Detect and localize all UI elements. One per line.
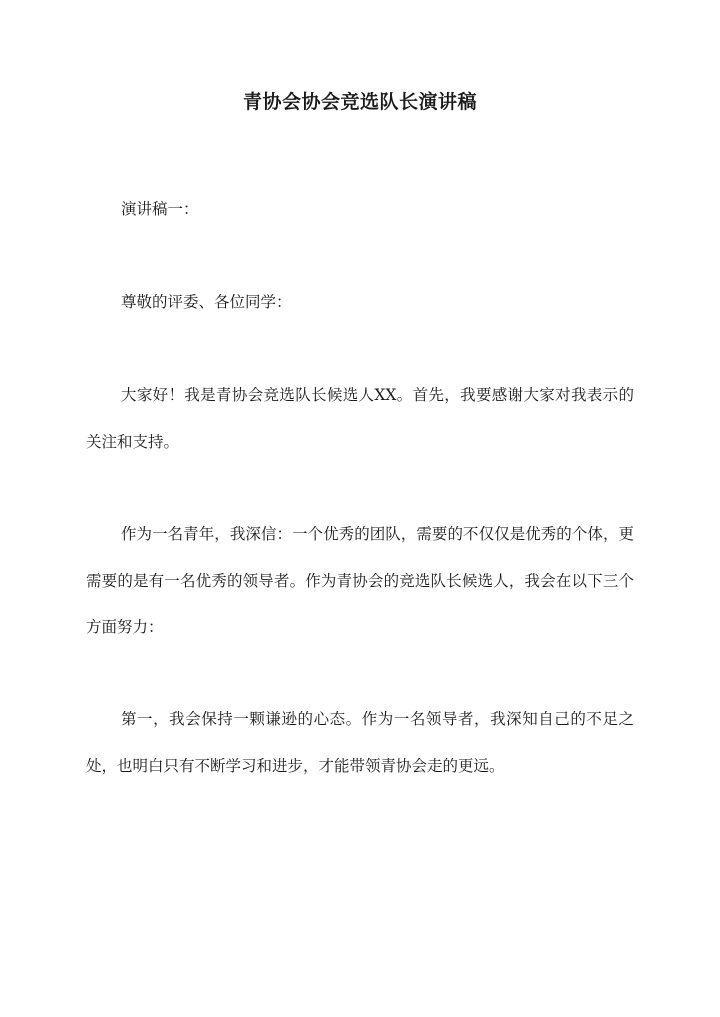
paragraph-salutation: 尊敬的评委、各位同学： (121, 293, 292, 311)
paragraph-belief: 作为一名青年，我深信：一个优秀的团队，需要的不仅仅是优秀的个体，更需要的是有一名优秀的领导者。作为青协会的竞选队长候选人，我会在以下三个方面努力： (86, 525, 634, 636)
paragraph-greeting: 大家好！我是青协会竞选队长候选人XX。首先，我要感谢大家对我表示的关注和支持。 (86, 386, 634, 451)
paragraph-speech-label: 演讲稿一： (121, 200, 199, 218)
document-title: 青协会协会竞选队长演讲稿 (242, 91, 477, 113)
paragraph-point-one: 第一，我会保持一颗谦逊的心态。作为一名领导者，我深知自己的不足之处，也明白只有不断学习和进步，才能带领青协会走的更远。 (86, 710, 634, 775)
